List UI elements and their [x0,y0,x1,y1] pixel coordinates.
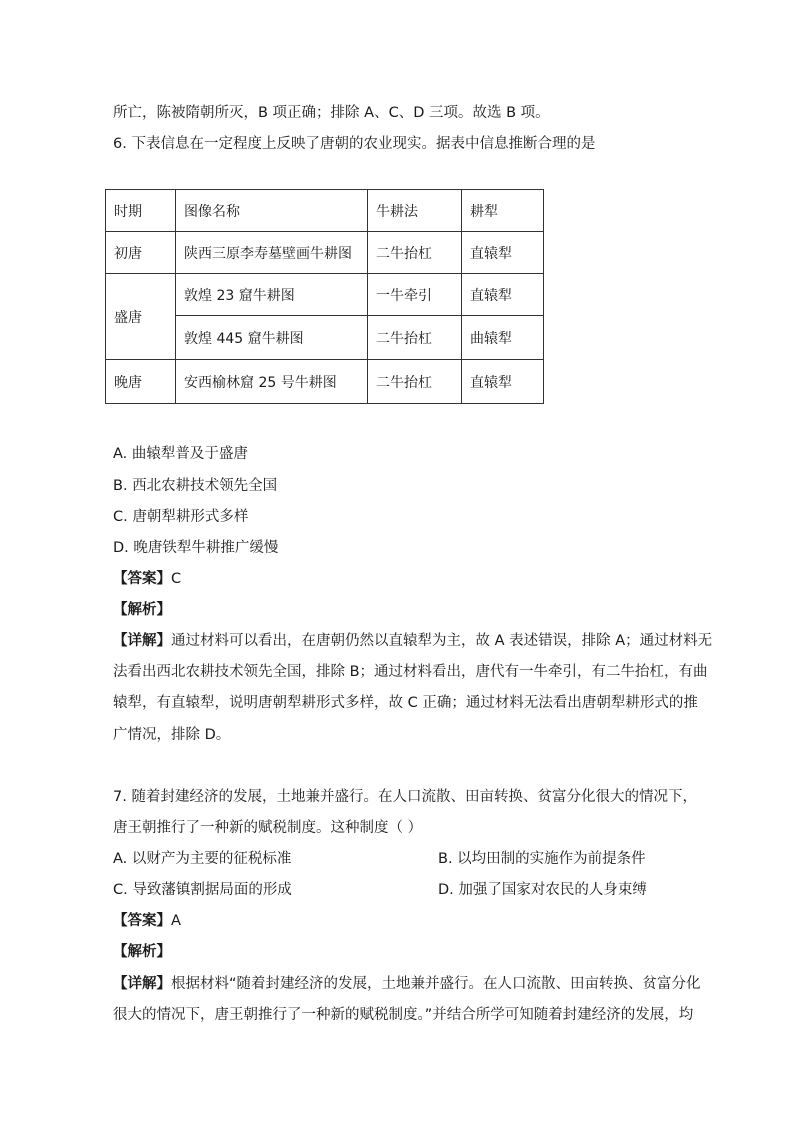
cell-period: 盛唐 [106,274,176,360]
q6-detail-line-4: 广情况，排除 D。 [113,727,231,743]
q7-detail-line-2: 很大的情况下，唐王朝推行了一种新的赋税制度。”并结合所学可知随着封建经济的发展，均 [113,1007,694,1023]
table-row [106,232,544,274]
cell-period: 初唐 [106,232,176,274]
q6-option-c: C. 唐朝犁耕形式多样 [113,509,249,525]
cell-plow-type: 直辕犁 [462,232,544,274]
cell-plow-type: 直辕犁 [462,274,544,316]
question-7-stem-line-2: 唐王朝推行了一种新的赋税制度。这种制度（ ） [113,820,423,836]
question-7-stem-line-1: 7. 随着封建经济的发展，土地兼并盛行。在人口流散、田亩转换、贫富分化很大的情况下， [113,789,697,805]
q6-answer [113,569,181,589]
cell-image-name: 安西榆林窟 25 号牛耕图 [176,360,368,404]
q7-option-c: C. 导致藩镇割据局面的形成 [113,882,292,898]
cell-plow-type: 直辕犁 [462,360,544,404]
q6-info-table [105,189,544,404]
q7-option-d: D. 加强了国家对农民的人身束缚 [438,882,647,898]
header-period: 时期 [106,190,176,232]
q7-detail-line-1 [113,974,701,994]
answer-value: A [171,913,181,929]
answer-label: 【答案】 [113,571,171,587]
detail-text: 根据材料“随着封建经济的发展，土地兼并盛行。在人口流散、田亩转换、贫富分化 [171,976,701,992]
detail-label: 【详解】 [113,976,171,992]
q6-analysis-label: 【解析】 [113,602,171,618]
header-plow-method: 牛耕法 [368,190,462,232]
cell-image-name: 陕西三原李寿墓壁画牛耕图 [176,232,368,274]
header-image-name: 图像名称 [176,190,368,232]
cell-plow-method: 二牛抬杠 [368,360,462,404]
continuation-text: 所亡，陈被隋朝所灭，B 项正确；排除 A、C、D 三项。故选 B 项。 [113,105,550,121]
q7-analysis-label: 【解析】 [113,944,171,960]
q7-answer [113,911,181,931]
cell-plow-method: 二牛抬杠 [368,232,462,274]
q6-option-b: B. 西北农耕技术领先全国 [113,478,278,494]
cell-plow-type: 曲辕犁 [462,316,544,360]
answer-label: 【答案】 [113,913,171,929]
table-header-row [106,190,544,232]
detail-text: 通过材料可以看出，在唐朝仍然以直辕犁为主，故 A 表述错误，排除 A；通过材料无 [171,633,713,649]
table-row [106,360,544,404]
cell-plow-method: 二牛抬杠 [368,316,462,360]
q6-detail-line-1 [113,631,712,651]
q6-detail-line-3: 辕犁，有直辕犁，说明唐朝犁耕形式多样，故 C 正确；通过材料无法看出唐朝犁耕形式的推 [113,695,698,711]
header-plow-type: 耕犁 [462,190,544,232]
answer-value: C [171,571,182,587]
q6-option-d: D. 晚唐铁犁牛耕推广缓慢 [113,540,279,556]
cell-image-name: 敦煌 445 窟牛耕图 [176,316,368,360]
q6-detail-line-2: 法看出西北农耕技术领先全国，排除 B；通过材料看出，唐代有一牛牵引，有二牛抬杠，有曲 [113,664,708,680]
question-6-stem: 6. 下表信息在一定程度上反映了唐朝的农业现实。据表中信息推断合理的是 [113,136,596,152]
q7-option-a: A. 以财产为主要的征税标准 [113,851,292,867]
q6-option-a: A. 曲辕犁普及于盛唐 [113,446,248,462]
q7-option-b: B. 以均田制的实施作为前提条件 [438,851,646,867]
detail-label: 【详解】 [113,633,171,649]
table-row [106,274,544,316]
cell-period: 晚唐 [106,360,176,404]
cell-plow-method: 一牛牵引 [368,274,462,316]
cell-image-name: 敦煌 23 窟牛耕图 [176,274,368,316]
